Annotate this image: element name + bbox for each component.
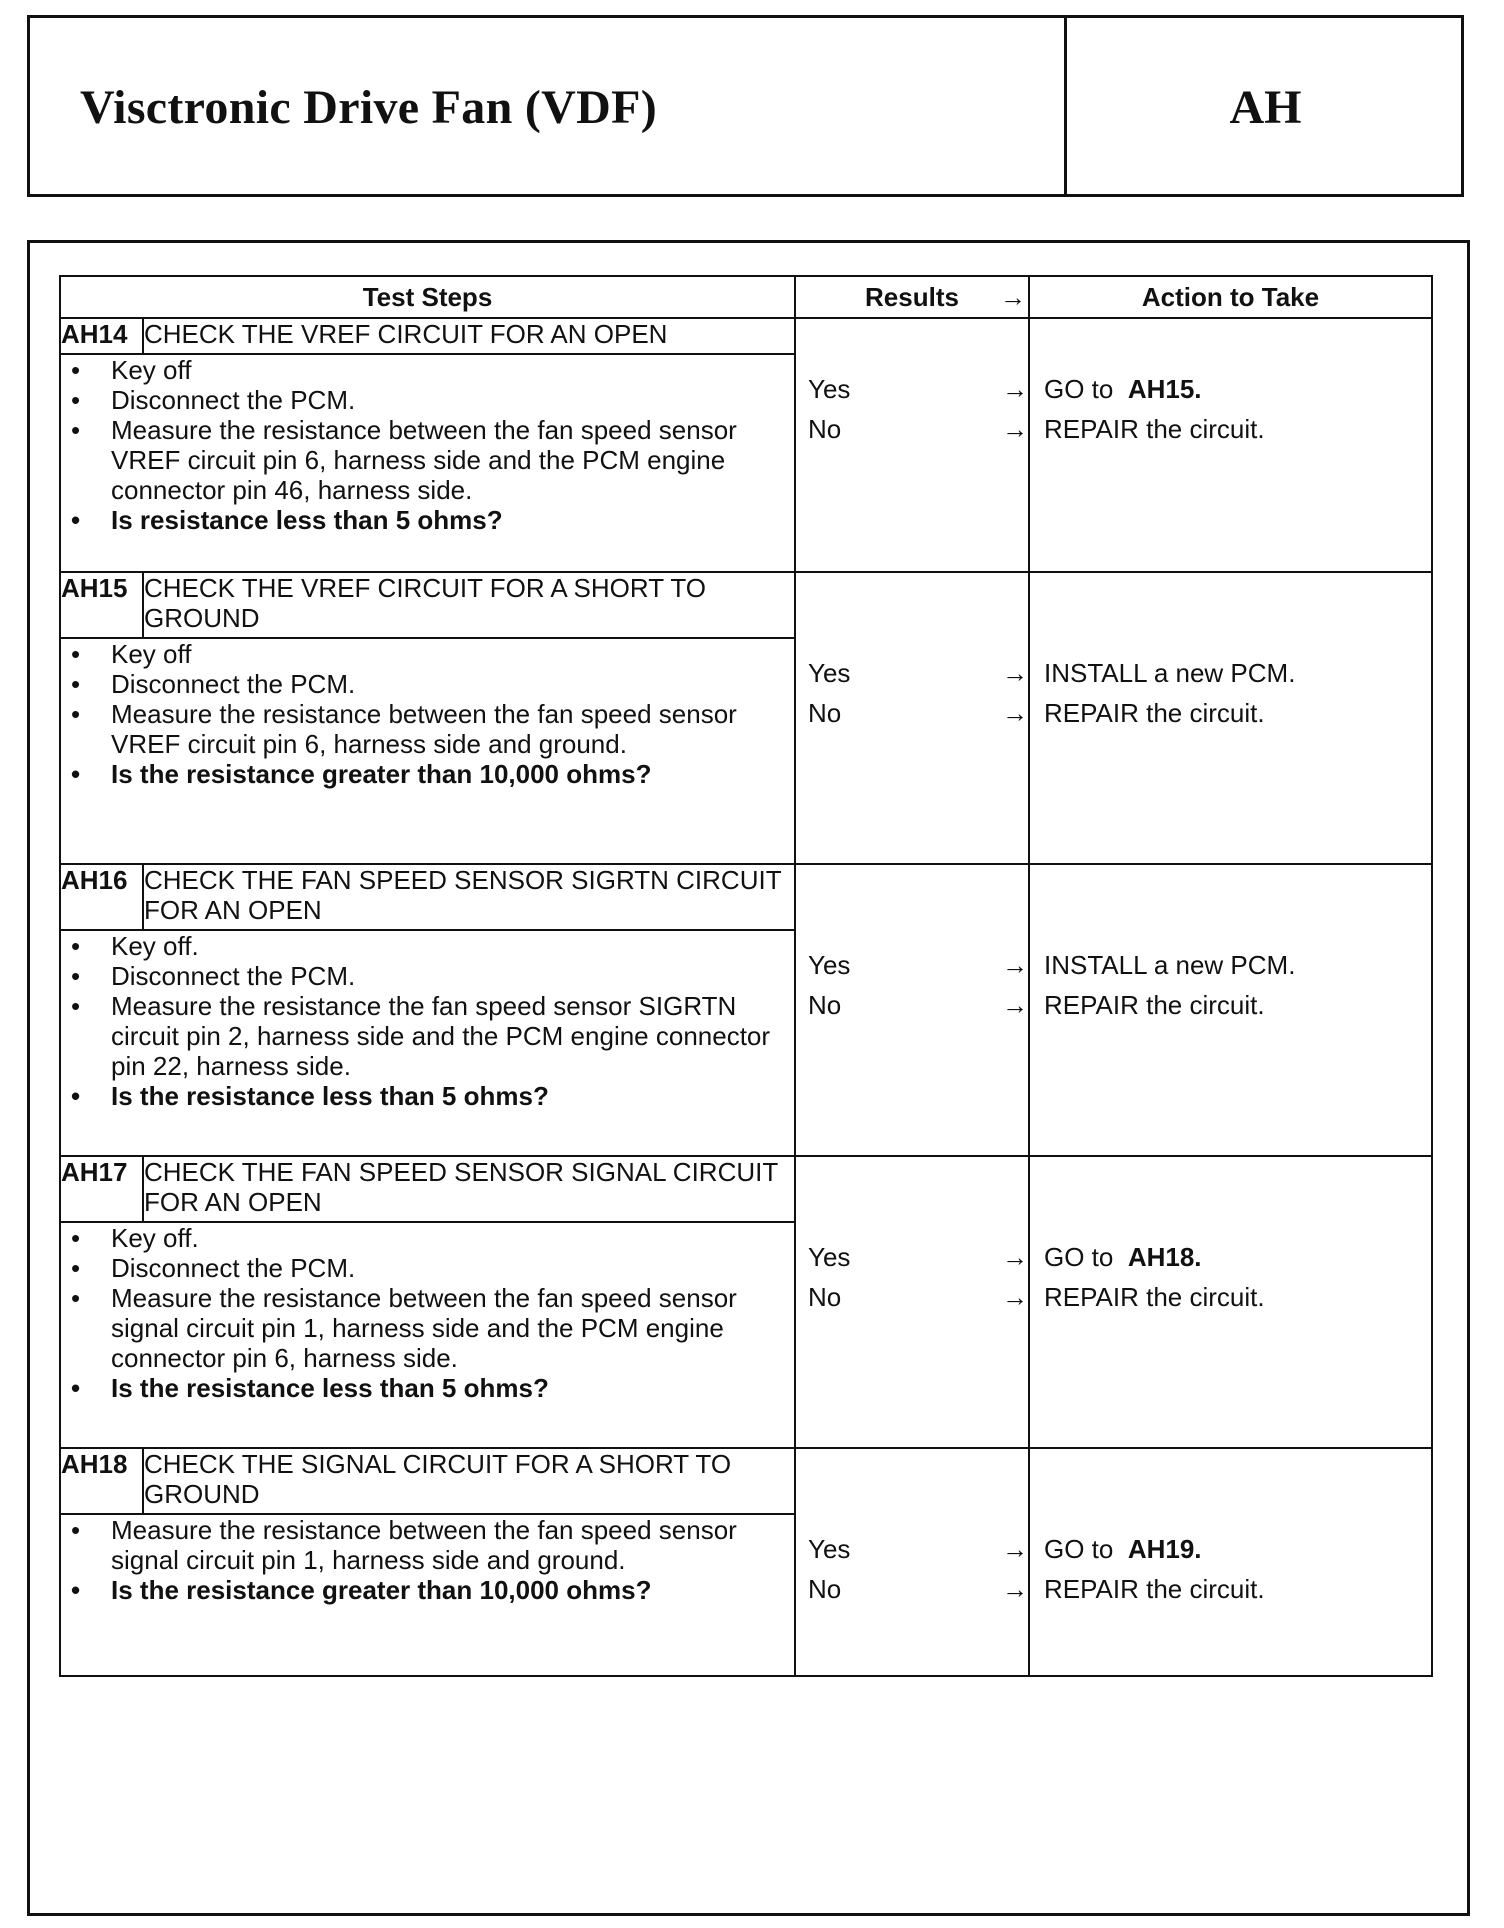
right-arrow-icon: → — [1002, 414, 1028, 444]
action-no-text: REPAIR the circuit. — [1044, 1574, 1265, 1604]
result-no-label: No — [808, 1282, 842, 1312]
result-yes-label: Yes — [808, 1242, 851, 1272]
right-arrow-icon: → — [1000, 282, 1026, 312]
action-no-text: REPAIR the circuit. — [1044, 414, 1265, 444]
col-header-test-steps: Test Steps — [60, 276, 795, 318]
step-id: AH16 — [60, 864, 143, 930]
action-yes-ref: AH15. — [1127, 374, 1202, 404]
result-yes-label: Yes — [808, 374, 851, 404]
step-actions — [1029, 1156, 1432, 1448]
result-yes-label: Yes — [808, 658, 851, 688]
action-yes — [1044, 945, 1427, 985]
action-yes-text: INSTALL a new PCM. — [1044, 950, 1296, 980]
result-no — [796, 985, 1028, 1025]
step-title: CHECK THE SIGNAL CIRCUIT FOR A SHORT TO GROUND — [143, 1448, 795, 1514]
step-title-row — [60, 1156, 1432, 1222]
action-yes-ref: AH19. — [1127, 1534, 1202, 1564]
result-yes — [796, 653, 1028, 693]
step-title: CHECK THE VREF CIRCUIT FOR A SHORT TO GROUND — [143, 572, 795, 638]
step-question: • Is the resistance greater than 10,000 ohms? — [111, 1575, 794, 1605]
result-yes — [796, 1529, 1028, 1569]
right-arrow-icon: → — [1002, 1282, 1028, 1312]
action-no — [1044, 409, 1427, 449]
step-bullet: • Disconnect the PCM. — [111, 385, 794, 415]
right-arrow-icon: → — [1002, 698, 1028, 728]
action-no — [1044, 1569, 1427, 1609]
step-body — [60, 354, 795, 572]
result-no-label: No — [808, 414, 842, 444]
step-bullet: • Measure the resistance the fan speed sensor SIGRTN circuit pin 2, harness side and the PCM engine connector pin 22, harness side. — [111, 991, 794, 1081]
action-no — [1044, 985, 1427, 1025]
result-no-label: No — [808, 698, 842, 728]
step-title-row — [60, 1448, 1432, 1514]
right-arrow-icon: → — [1002, 658, 1028, 688]
step-question: • Is the resistance less than 5 ohms? — [111, 1373, 794, 1403]
step-bullet: • Disconnect the PCM. — [111, 961, 794, 991]
action-yes-text: GO to — [1044, 1534, 1114, 1564]
col-header-action: Action to Take — [1029, 276, 1432, 318]
step-title: CHECK THE FAN SPEED SENSOR SIGRTN CIRCUIT FOR AN OPEN — [143, 864, 795, 930]
action-yes — [1044, 1237, 1427, 1277]
step-actions — [1029, 572, 1432, 864]
table-header-row — [60, 276, 1432, 318]
step-results — [795, 1448, 1029, 1676]
step-id: AH14 — [60, 318, 143, 354]
steps-body — [60, 318, 1432, 1676]
step-bullet-list — [61, 1515, 794, 1605]
step-results — [795, 864, 1029, 1156]
step-body — [60, 930, 795, 1156]
action-no-text: REPAIR the circuit. — [1044, 698, 1265, 728]
step-bullet-list — [61, 1223, 794, 1403]
page-title: Visctronic Drive Fan (VDF) — [80, 81, 658, 134]
step-id: AH17 — [60, 1156, 143, 1222]
action-no-text: REPAIR the circuit. — [1044, 990, 1265, 1020]
action-yes — [1044, 1529, 1427, 1569]
step-title-row — [60, 318, 1432, 354]
step-bullet: • Key off. — [111, 1223, 794, 1253]
action-yes-ref: AH18. — [1127, 1242, 1202, 1272]
step-bullet: • Measure the resistance between the fan speed sensor VREF circuit pin 6, harness side and the PCM engine connector pin 46, harness side. — [111, 415, 794, 505]
step-bullet-list — [61, 931, 794, 1111]
result-yes — [796, 369, 1028, 409]
section-code: AH — [1229, 81, 1302, 134]
step-bullet-list — [61, 639, 794, 789]
step-title-row — [60, 864, 1432, 930]
step-actions — [1029, 318, 1432, 572]
step-results — [795, 1156, 1029, 1448]
action-no-text: REPAIR the circuit. — [1044, 1282, 1265, 1312]
test-steps-table — [59, 275, 1433, 1677]
right-arrow-icon: → — [1002, 990, 1028, 1020]
page-header — [27, 15, 1464, 197]
step-question: • Is the resistance greater than 10,000 ohms? — [111, 759, 794, 789]
step-title-row — [60, 572, 1432, 638]
step-actions — [1029, 1448, 1432, 1676]
step-body — [60, 1514, 795, 1676]
action-yes-text: GO to — [1044, 1242, 1114, 1272]
step-id: AH18 — [60, 1448, 143, 1514]
action-yes-text: GO to — [1044, 374, 1114, 404]
step-bullet: • Measure the resistance between the fan speed sensor signal circuit pin 1, harness side and ground. — [111, 1515, 794, 1575]
col-header-results-label: Results — [865, 282, 959, 312]
result-yes — [796, 1237, 1028, 1277]
right-arrow-icon: → — [1002, 374, 1028, 404]
step-bullet: • Key off — [111, 639, 794, 669]
right-arrow-icon: → — [1002, 1534, 1028, 1564]
step-actions — [1029, 864, 1432, 1156]
step-results — [795, 318, 1029, 572]
right-arrow-icon: → — [1002, 1574, 1028, 1604]
step-results — [795, 572, 1029, 864]
step-bullet-list — [61, 355, 794, 535]
step-title: CHECK THE VREF CIRCUIT FOR AN OPEN — [143, 318, 795, 354]
action-yes-text: INSTALL a new PCM. — [1044, 658, 1296, 688]
step-title: CHECK THE FAN SPEED SENSOR SIGNAL CIRCUIT FOR AN OPEN — [143, 1156, 795, 1222]
step-question: • Is the resistance less than 5 ohms? — [111, 1081, 794, 1111]
result-no — [796, 1277, 1028, 1317]
step-id: AH15 — [60, 572, 143, 638]
step-bullet: • Measure the resistance between the fan speed sensor signal circuit pin 1, harness side and the PCM engine connector pin 6, harness side. — [111, 1283, 794, 1373]
result-no-label: No — [808, 990, 842, 1020]
step-bullet: • Measure the resistance between the fan speed sensor VREF circuit pin 6, harness side and ground. — [111, 699, 794, 759]
right-arrow-icon: → — [1002, 1242, 1028, 1272]
action-no — [1044, 693, 1427, 733]
step-bullet: • Key off. — [111, 931, 794, 961]
result-no — [796, 693, 1028, 733]
action-yes — [1044, 369, 1427, 409]
result-yes-label: Yes — [808, 950, 851, 980]
result-yes — [796, 945, 1028, 985]
step-body — [60, 1222, 795, 1448]
step-question: • Is resistance less than 5 ohms? — [111, 505, 794, 535]
action-yes — [1044, 653, 1427, 693]
step-bullet: • Disconnect the PCM. — [111, 669, 794, 699]
result-no — [796, 409, 1028, 449]
action-no — [1044, 1277, 1427, 1317]
result-yes-label: Yes — [808, 1534, 851, 1564]
result-no — [796, 1569, 1028, 1609]
col-header-results — [795, 276, 1029, 318]
result-no-label: No — [808, 1574, 842, 1604]
step-bullet: • Disconnect the PCM. — [111, 1253, 794, 1283]
right-arrow-icon: → — [1002, 950, 1028, 980]
step-body — [60, 638, 795, 864]
step-bullet: • Key off — [111, 355, 794, 385]
